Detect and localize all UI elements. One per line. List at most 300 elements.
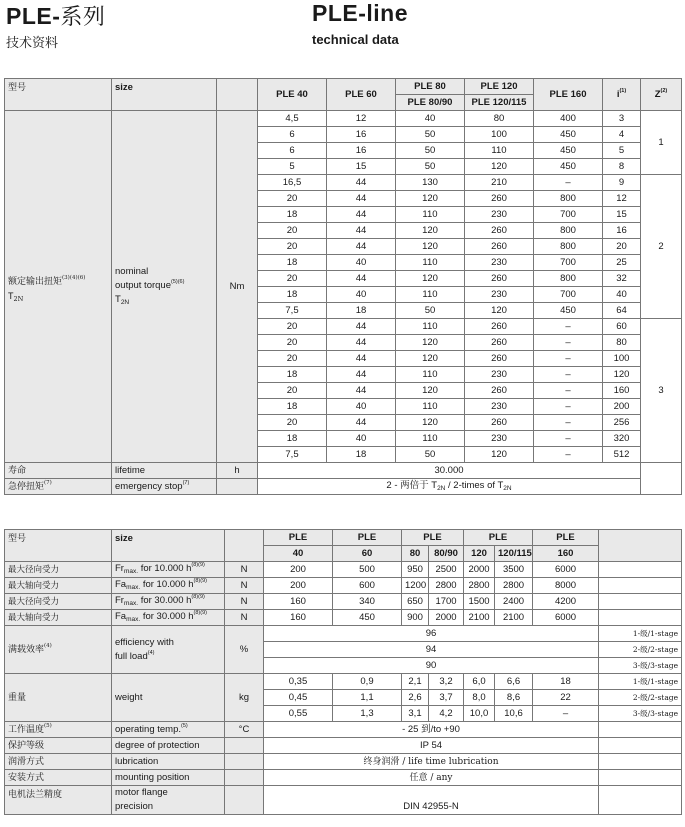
cell-text: 50 <box>424 160 436 172</box>
model-header <box>396 79 465 95</box>
table-cell <box>429 674 464 690</box>
table-cell <box>258 431 327 447</box>
table-cell <box>396 191 465 207</box>
table-cell <box>533 610 599 626</box>
stage-label <box>599 626 682 642</box>
table-cell <box>258 271 327 287</box>
sub: max. <box>126 616 141 623</box>
lifetime-row <box>5 463 682 479</box>
force-cn <box>5 594 112 610</box>
table-cell <box>603 447 641 463</box>
stage-value <box>641 319 682 463</box>
table-cell <box>465 351 534 367</box>
table-cell <box>327 191 396 207</box>
cell-text: 10,0 <box>469 707 489 719</box>
cell-text: 安装方式 <box>8 772 45 783</box>
cell-text: 260 <box>491 320 507 332</box>
header-row <box>5 79 682 95</box>
cell-text: 工作温度 <box>8 724 45 735</box>
table-cell <box>333 690 402 706</box>
table-cell <box>327 271 396 287</box>
cell-text: 650 <box>407 595 423 607</box>
cell-text: 20 <box>286 384 298 396</box>
table-cell <box>534 239 603 255</box>
cell-text: 64 <box>616 304 627 316</box>
cell-text: 40 <box>355 400 367 412</box>
table-cell <box>465 159 534 175</box>
cell-text: Fr <box>115 563 124 574</box>
cell-text: 重量 <box>8 692 27 703</box>
stage-value <box>641 111 682 175</box>
optemp-unit <box>225 722 264 738</box>
cell-text: 44 <box>355 416 367 428</box>
table-cell <box>603 287 641 303</box>
table-cell <box>534 335 603 351</box>
empty-cell <box>599 530 682 562</box>
cell-text: 320 <box>613 432 630 444</box>
cell-text: 3,2 <box>439 675 453 687</box>
table-cell <box>603 159 641 175</box>
table-cell <box>327 287 396 303</box>
sub: max. <box>126 584 141 591</box>
torque-label-en <box>112 111 217 463</box>
emergency-value <box>258 479 641 495</box>
table-cell <box>429 706 464 722</box>
cell-text: PLE 80/90 <box>407 96 453 108</box>
cell-text: 800 <box>560 192 576 204</box>
t-symbol: T <box>115 294 121 305</box>
model-subheader <box>396 95 465 111</box>
cell-text: 1 <box>658 136 664 148</box>
cell-text: 50 <box>424 128 436 140</box>
size-header <box>333 546 402 562</box>
model-header <box>327 79 396 111</box>
table-cell <box>327 207 396 223</box>
cell-text: 2-级/2-stage <box>632 692 679 702</box>
table-cell <box>465 399 534 415</box>
force-en <box>112 610 225 626</box>
cell-text: 800 <box>560 272 576 284</box>
cell-text: 44 <box>355 192 367 204</box>
table-cell <box>333 578 402 594</box>
weight-row <box>5 674 682 690</box>
optemp-value <box>264 722 599 738</box>
cell-text: N <box>240 595 248 607</box>
sup: (2) <box>660 87 668 94</box>
cell-text: 0,9 <box>360 675 374 687</box>
cell-text: 15 <box>355 160 367 172</box>
table-cell <box>534 271 603 287</box>
table-cell <box>396 159 465 175</box>
cell-text: 120 <box>613 368 630 380</box>
cell-text: PLE <box>423 531 442 543</box>
cell-text: 20 <box>286 336 298 348</box>
table-cell <box>603 431 641 447</box>
cell-text: 20 <box>616 240 627 252</box>
efficiency-cn <box>5 626 112 674</box>
empty-cell <box>599 786 682 815</box>
cell-text: 120 <box>422 352 438 364</box>
size-header <box>264 546 333 562</box>
table-cell <box>465 303 534 319</box>
cell-text: 32 <box>616 272 627 284</box>
table-cell <box>495 610 533 626</box>
table-cell <box>465 383 534 399</box>
table-cell <box>396 447 465 463</box>
table-cell <box>465 447 534 463</box>
model-subheader <box>465 95 534 111</box>
cell-text: – <box>565 336 571 348</box>
empty-cell <box>225 754 264 770</box>
cell-text: 260 <box>491 272 507 284</box>
cell-text: 16,5 <box>282 176 302 188</box>
sub: 2N <box>437 485 446 492</box>
table-cell <box>396 335 465 351</box>
cell-text: IP 54 <box>420 739 443 751</box>
page-header <box>0 0 685 60</box>
table-cell <box>264 674 333 690</box>
table-cell <box>429 594 464 610</box>
sup: (7) <box>182 479 190 486</box>
table-cell <box>603 319 641 335</box>
table-cell <box>465 175 534 191</box>
ratio-header <box>603 79 641 111</box>
cell-text: – <box>565 176 571 188</box>
cell-text: mounting position <box>115 771 190 783</box>
cell-text: 120 <box>422 416 438 428</box>
cell-text: 400 <box>560 112 576 124</box>
table-cell <box>258 239 327 255</box>
cell-text: 1500 <box>468 595 490 607</box>
cell-text: 4200 <box>554 595 577 607</box>
cell-text: 90 <box>425 659 437 671</box>
table-cell <box>464 578 495 594</box>
cell-text: 2000 <box>468 563 490 575</box>
table-cell <box>603 399 641 415</box>
table-cell <box>402 594 429 610</box>
cell-text: 1-级/1-stage <box>632 628 679 638</box>
cell-text: 44 <box>355 368 367 380</box>
cell-text: 800 <box>560 240 576 252</box>
cell-text: 最大径向受力 <box>8 596 60 607</box>
cell-text: 1200 <box>405 579 427 591</box>
table-cell <box>534 191 603 207</box>
cell-text: 18 <box>286 208 298 220</box>
table-cell <box>258 319 327 335</box>
subtitle-left: 技术资料 <box>6 36 59 51</box>
cell-text: PLE 80 <box>414 80 446 92</box>
cell-text: 2800 <box>468 579 490 591</box>
cell-text: 10,6 <box>504 707 523 719</box>
cell-text: 120 <box>422 384 438 396</box>
size-header <box>533 546 599 562</box>
mounting-en <box>112 770 225 786</box>
table-cell <box>603 127 641 143</box>
table-cell <box>534 223 603 239</box>
table-cell <box>396 271 465 287</box>
cell-text: motor flange <box>115 787 168 798</box>
stage-header <box>641 79 682 111</box>
ple-header <box>402 530 464 546</box>
cell-text: 260 <box>491 224 507 236</box>
cell-text: 44 <box>355 224 367 236</box>
table-cell <box>333 562 402 578</box>
table-cell <box>603 383 641 399</box>
cell-text: i <box>616 88 620 100</box>
table-cell <box>258 255 327 271</box>
cell-text: 2000 <box>435 611 457 623</box>
cell-text: PLE <box>288 531 308 543</box>
cell-text: 4,2 <box>439 707 453 719</box>
sup: (8)(9) <box>193 610 207 616</box>
cell-text: 50 <box>424 144 436 156</box>
cell-text: 电机法兰精度 <box>8 790 63 800</box>
cell-text: 230 <box>491 368 507 380</box>
cell-text: 7,5 <box>285 448 299 460</box>
table-cell <box>327 319 396 335</box>
sup: (5) <box>181 722 188 729</box>
table-cell <box>465 207 534 223</box>
stage-label <box>599 642 682 658</box>
table-cell <box>396 431 465 447</box>
sup: (1) <box>619 87 627 94</box>
empty-cell <box>599 578 682 594</box>
ple-header <box>264 530 333 546</box>
cell-text: 16 <box>616 224 627 236</box>
empty-cell <box>217 479 258 495</box>
table-cell <box>258 111 327 127</box>
cell-text: 保护等级 <box>8 740 45 751</box>
table-cell <box>258 191 327 207</box>
table-cell <box>327 223 396 239</box>
table-cell <box>465 191 534 207</box>
cell-text: 200 <box>290 579 306 591</box>
cell-text: 44 <box>355 208 367 220</box>
cell-text: 450 <box>560 160 576 172</box>
cell-text: 6 <box>289 144 295 156</box>
table-cell <box>258 143 327 159</box>
force-unit <box>225 578 264 594</box>
table-cell <box>464 674 495 690</box>
table-cell <box>534 319 603 335</box>
cell-text: 450 <box>560 128 576 140</box>
cell-text: PLE <box>357 531 377 543</box>
table-cell <box>333 594 402 610</box>
table-cell <box>258 415 327 431</box>
lubrication-en <box>112 754 225 770</box>
cell-text: for 30.000 h <box>138 595 192 606</box>
cell-text: 5 <box>289 160 295 172</box>
lubrication-cn <box>5 754 112 770</box>
cell-text: 3,7 <box>439 691 453 703</box>
cell-text: size <box>115 82 133 93</box>
table-cell <box>327 335 396 351</box>
cell-text: lifetime <box>115 464 146 476</box>
cell-text: 25 <box>616 256 627 268</box>
table-cell <box>258 399 327 415</box>
sup: (5) <box>44 722 52 729</box>
cell-text: output torque <box>115 280 171 291</box>
emergency-en <box>112 479 217 495</box>
torque-unit <box>217 111 258 463</box>
size-header <box>402 546 429 562</box>
table-cell <box>495 674 533 690</box>
cell-text: 110 <box>422 368 438 380</box>
table-cell <box>258 367 327 383</box>
cell-text: size <box>115 533 133 544</box>
cell-text: 3-级/3-stage <box>632 660 679 670</box>
table-cell <box>495 578 533 594</box>
table-cell <box>465 223 534 239</box>
cell-text: 20 <box>286 272 298 284</box>
header-unit <box>217 79 258 111</box>
cell-text: °C <box>238 723 250 735</box>
table-cell <box>258 175 327 191</box>
cell-text: kg <box>238 691 250 703</box>
cell-text: N <box>240 611 248 623</box>
cell-text: 额定输出扭矩 <box>8 277 63 287</box>
cell-text: N <box>240 579 248 591</box>
table-cell <box>534 367 603 383</box>
header-unit <box>225 530 264 562</box>
stage-label <box>599 706 682 722</box>
header-row <box>5 530 682 546</box>
lubrication-value <box>264 754 599 770</box>
cell-text: 2800 <box>502 579 525 591</box>
table-cell <box>402 690 429 706</box>
cell-text: 44 <box>355 352 367 364</box>
cell-text: 3 <box>658 384 664 396</box>
table-cell <box>402 674 429 690</box>
cell-text: 8,6 <box>506 691 521 703</box>
cell-text: 120/115 <box>498 547 532 559</box>
sup: (5)(6) <box>171 279 185 285</box>
cell-text: 16 <box>355 128 367 140</box>
title-left: PLE-系列 <box>6 3 106 29</box>
cell-text: 40 <box>616 288 627 300</box>
table-cell <box>327 159 396 175</box>
cell-text: 110 <box>422 400 438 412</box>
cell-text: DIN 42955-N <box>403 801 459 812</box>
cell-text: 20 <box>286 224 298 236</box>
cell-text: 2,6 <box>408 691 422 703</box>
force-cn <box>5 562 112 578</box>
cell-text: – <box>565 400 571 412</box>
ple-header <box>333 530 402 546</box>
table-cell <box>333 610 402 626</box>
efficiency-value <box>264 658 599 674</box>
empty-cell <box>599 610 682 626</box>
weight-en <box>112 674 225 722</box>
cell-text: 450 <box>359 611 375 623</box>
sub: max. <box>123 600 139 607</box>
cell-text: 160 <box>613 384 630 396</box>
cell-text: 50 <box>424 448 436 460</box>
sup: (7) <box>44 479 52 486</box>
cell-text: 256 <box>613 416 630 428</box>
cell-text: 500 <box>359 563 375 575</box>
cell-text: Fr <box>115 595 124 606</box>
sup: (8)(9) <box>191 562 205 568</box>
cell-text: PLE 160 <box>549 88 587 100</box>
table-cell <box>327 255 396 271</box>
size-header <box>464 546 495 562</box>
cell-text: 200 <box>613 400 630 412</box>
table-cell <box>258 159 327 175</box>
cell-text: 160 <box>290 611 306 623</box>
t-symbol: T <box>8 291 14 301</box>
mounting-row <box>5 770 682 786</box>
ple-header <box>533 530 599 546</box>
cell-text: for 30.000 h <box>140 611 194 622</box>
cell-text: 最大轴向受力 <box>8 612 60 623</box>
table-cell <box>534 111 603 127</box>
cell-text: 200 <box>290 563 306 575</box>
cell-text: 6000 <box>554 611 577 623</box>
table-cell <box>327 383 396 399</box>
table-cell <box>603 175 641 191</box>
cell-text: 950 <box>407 563 423 575</box>
cell-text: 260 <box>491 352 507 364</box>
table-cell <box>327 303 396 319</box>
table-cell <box>327 415 396 431</box>
table-cell <box>495 562 533 578</box>
model-header <box>465 79 534 95</box>
cell-text: 44 <box>355 336 367 348</box>
table-cell <box>533 690 599 706</box>
emergency-row <box>5 479 682 495</box>
cell-text: PLE 120 <box>480 80 518 92</box>
cell-text: 40 <box>292 547 304 559</box>
protection-row <box>5 738 682 754</box>
cell-text: full load <box>115 650 148 662</box>
table-cell <box>465 367 534 383</box>
cell-text: 230 <box>491 400 507 412</box>
cell-text: 120 <box>422 336 438 348</box>
table-cell <box>464 610 495 626</box>
cell-text: 2,1 <box>408 675 422 687</box>
cell-text: for 10.000 h <box>138 563 192 574</box>
sup: (8)(9) <box>191 594 205 600</box>
table-cell <box>429 578 464 594</box>
table-cell <box>603 415 641 431</box>
cell-text: 18 <box>286 288 298 300</box>
cell-text: 700 <box>560 288 576 300</box>
table-cell <box>465 319 534 335</box>
cell-text: 110 <box>422 320 438 332</box>
cell-text: 700 <box>560 256 576 268</box>
cell-text: 1,1 <box>360 691 374 703</box>
cell-text: 3,1 <box>408 707 422 719</box>
table-cell <box>464 706 495 722</box>
table-cell <box>603 367 641 383</box>
cell-text: Z <box>654 88 661 100</box>
title-right: PLE-line <box>312 0 409 26</box>
table-cell <box>258 287 327 303</box>
cell-text: 2 - 两倍于 T <box>386 480 438 491</box>
stage-label <box>599 658 682 674</box>
cell-text: – <box>565 416 571 428</box>
cell-text: 110 <box>422 288 438 300</box>
cell-text: 120 <box>422 272 438 284</box>
cell-text: 22 <box>560 691 571 703</box>
cell-text: 0,35 <box>288 675 308 687</box>
cell-text: 50 <box>424 304 436 316</box>
cell-text: – <box>565 448 571 460</box>
table-cell <box>402 610 429 626</box>
table-cell <box>396 239 465 255</box>
cell-text: PLE 40 <box>276 88 308 100</box>
